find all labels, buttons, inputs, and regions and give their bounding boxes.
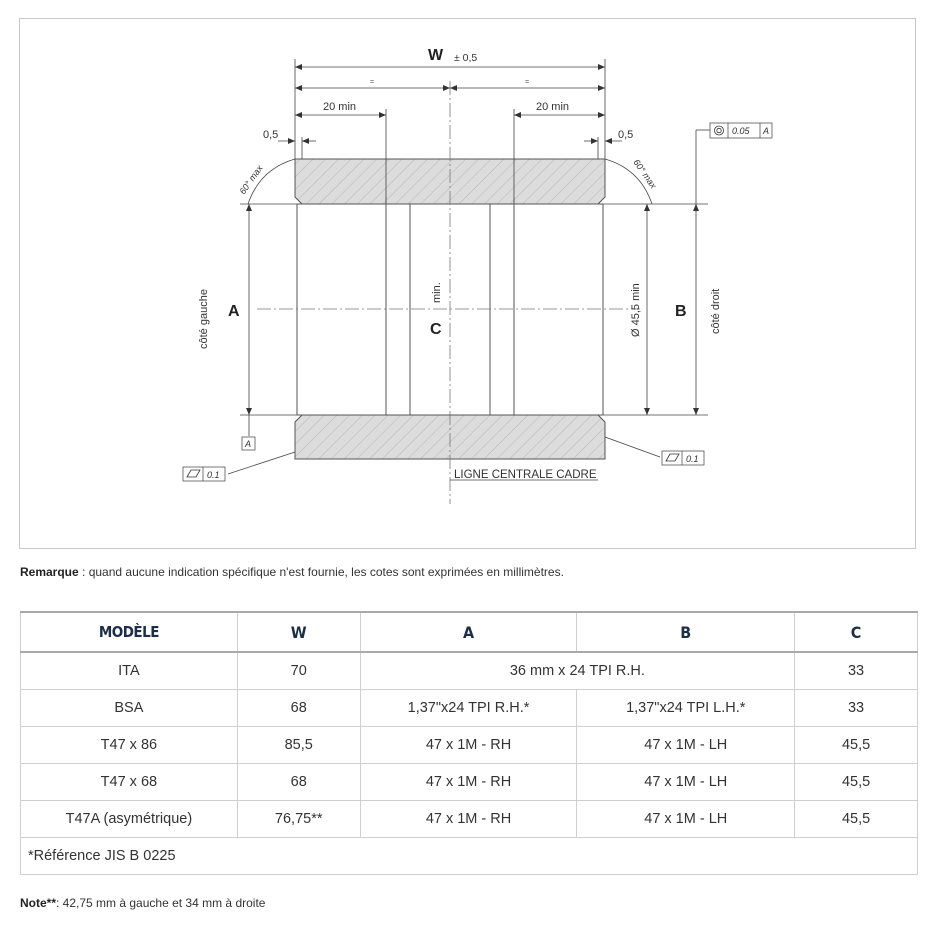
- bottom-bracket-shell-drawing: [20, 19, 917, 550]
- cell-model: BSA: [21, 689, 238, 726]
- angle-left-label: 60° max: [237, 163, 265, 197]
- min-left-label: 20 min: [323, 101, 357, 113]
- cell-model: T47 x 68: [21, 763, 238, 800]
- cell-b: 47 x 1M - LH: [577, 800, 795, 837]
- cell-c: 33: [795, 652, 918, 689]
- chamfer-left-label: 0,5: [263, 129, 279, 141]
- cell-w: 76,75**: [237, 800, 360, 837]
- cell-b: 1,37"x24 TPI L.H.*: [577, 689, 795, 726]
- svg-text:A: A: [245, 439, 252, 449]
- cell-w: 68: [237, 763, 360, 800]
- min-right-label: 20 min: [536, 101, 570, 113]
- table-row: [21, 763, 918, 800]
- header-model: MODÈLE: [21, 612, 238, 652]
- cell-ab: 36 mm x 24 TPI R.H.: [360, 652, 794, 689]
- chamfer-right-label: 0,5: [618, 129, 634, 141]
- cell-c: 45,5: [795, 800, 918, 837]
- cell-a: 47 x 1M - RH: [360, 726, 577, 763]
- datum-a-box: [242, 437, 255, 450]
- side-left-label: côté gauche: [198, 289, 210, 349]
- header-a: A: [360, 612, 577, 652]
- cell-w: 85,5: [237, 726, 360, 763]
- label-a: A: [228, 303, 240, 320]
- header-c: C: [795, 612, 918, 652]
- min-c-label: min.: [431, 282, 443, 303]
- technical-drawing: [19, 18, 916, 549]
- cell-model: T47A (asymétrique): [21, 800, 238, 837]
- cell-w: 70: [237, 652, 360, 689]
- equal-right: =: [525, 79, 530, 86]
- cell-a: 47 x 1M - RH: [360, 763, 577, 800]
- centerline-label: LIGNE CENTRALE CADRE: [454, 469, 597, 481]
- table-row: [21, 652, 918, 689]
- svg-text:0.05: 0.05: [732, 126, 750, 136]
- footnote: [20, 896, 265, 910]
- table-row: [21, 689, 918, 726]
- table-header-row: [21, 612, 918, 652]
- cell-c: 45,5: [795, 726, 918, 763]
- table-row: [21, 800, 918, 837]
- coaxiality-tolerance-frame: [710, 123, 772, 138]
- label-c: C: [430, 321, 442, 338]
- cell-a: 47 x 1M - RH: [360, 800, 577, 837]
- remark-label: Remarque: [20, 565, 79, 579]
- footnote-label: Note**: [20, 896, 57, 910]
- angle-right-label: 60° max: [631, 157, 659, 191]
- flatness-frame-left: [183, 467, 225, 481]
- cell-b: 47 x 1M - LH: [577, 763, 795, 800]
- svg-text:0.1: 0.1: [207, 470, 220, 480]
- diameter-label: Ø 45,5 min: [630, 283, 642, 337]
- reference-row: [21, 837, 918, 874]
- remark-note: [20, 565, 564, 579]
- cell-c: 45,5: [795, 763, 918, 800]
- cell-c: 33: [795, 689, 918, 726]
- footnote-text: : 42,75 mm à gauche et 34 mm à droite: [56, 896, 266, 910]
- header-w: W: [237, 612, 360, 652]
- svg-text:A: A: [763, 126, 770, 136]
- label-b: B: [675, 303, 687, 320]
- cell-w: 68: [237, 689, 360, 726]
- svg-text:0.1: 0.1: [686, 454, 699, 464]
- cell-b: 47 x 1M - LH: [577, 726, 795, 763]
- table-row: [21, 726, 918, 763]
- header-b: B: [577, 612, 795, 652]
- w-tolerance: ± 0,5: [454, 52, 478, 64]
- cell-model: ITA: [21, 652, 238, 689]
- cell-a: 1,37"x24 TPI R.H.*: [360, 689, 577, 726]
- equal-left: =: [370, 79, 375, 86]
- cell-model: T47 x 86: [21, 726, 238, 763]
- w-label: W: [428, 47, 444, 64]
- compatibility-table: [20, 611, 918, 875]
- reference-note: *Référence JIS B 0225: [21, 837, 918, 874]
- flatness-frame-right: [662, 451, 704, 465]
- remark-text: : quand aucune indication spécifique n'est fournie, les cotes sont exprimées en millimètres.: [78, 565, 564, 579]
- side-right-label: côté droit: [710, 288, 722, 334]
